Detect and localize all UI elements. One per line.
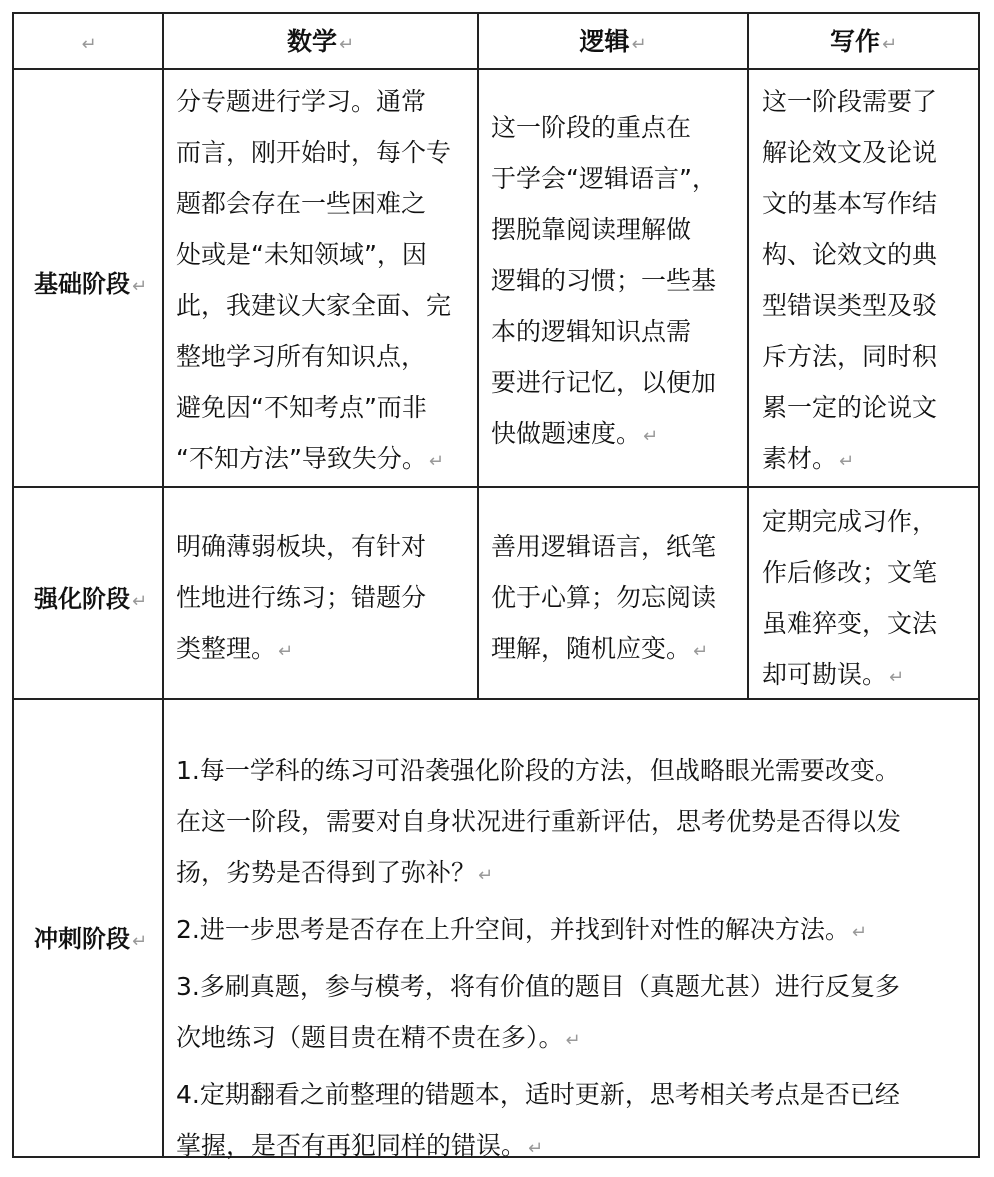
cell-intensive-math bbox=[176, 521, 426, 674]
stage-text: 强化阶段 bbox=[34, 585, 130, 613]
text-line-content: 本的逻辑知识点需 bbox=[491, 317, 692, 346]
text-line bbox=[491, 255, 717, 306]
sprint-item bbox=[176, 961, 901, 1063]
text-line-content: 却可勘误。 bbox=[762, 660, 888, 689]
text-line bbox=[762, 229, 937, 280]
stage-label-intensive bbox=[34, 579, 147, 614]
text-line bbox=[762, 331, 937, 382]
text-line-content: 虽难猝变，文法 bbox=[762, 609, 938, 638]
text-line-content: 摆脱靠阅读理解做 bbox=[491, 215, 692, 244]
text-line bbox=[762, 598, 937, 649]
header-empty-cell bbox=[14, 14, 162, 68]
paragraph-mark: ↵ bbox=[693, 641, 709, 662]
cell-intensive-writing bbox=[762, 496, 937, 700]
text-line bbox=[762, 547, 937, 598]
text-line bbox=[491, 623, 716, 674]
text-line bbox=[762, 382, 937, 433]
header-writing-label: 写作 bbox=[829, 27, 880, 56]
text-line-content: 要进行记忆，以便加 bbox=[491, 368, 717, 397]
text-line-content: 优于心算；勿忘阅读 bbox=[491, 583, 717, 612]
text-line-content: 分专题进行学习。通常 bbox=[176, 87, 427, 116]
text-line-content: 快做题速度。 bbox=[491, 419, 642, 448]
text-line-content: 4.定期翻看之前整理的错题本，适时更新，思考相关考点是否已经 bbox=[176, 1080, 900, 1109]
text-line-content: 扬，劣势是否得到了弥补？ bbox=[176, 858, 477, 887]
text-line-content: 文的基本写作结 bbox=[762, 189, 938, 218]
text-line-content: 1.每一学科的练习可沿袭强化阶段的方法，但战略眼光需要改变。 bbox=[176, 756, 900, 785]
paragraph-mark: ↵ bbox=[643, 426, 659, 447]
paragraph-mark: ↵ bbox=[889, 667, 905, 688]
text-line-content: 题都会存在一些困难之 bbox=[176, 189, 427, 218]
text-line bbox=[176, 331, 451, 382]
study-plan-table bbox=[12, 12, 980, 1158]
sprint-item bbox=[176, 1069, 901, 1171]
stage-label-sprint bbox=[34, 919, 147, 954]
text-line-content: 此，我建议大家全面、完 bbox=[176, 291, 452, 320]
paragraph-mark: ↵ bbox=[851, 922, 867, 943]
text-line-content: 理解，随机应变。 bbox=[491, 634, 692, 663]
text-line bbox=[762, 496, 937, 547]
header-logic bbox=[479, 14, 747, 73]
text-line-content: 明确薄弱板块，有针对 bbox=[176, 532, 427, 561]
paragraph-mark: ↵ bbox=[81, 34, 97, 55]
text-line bbox=[491, 102, 717, 153]
text-line bbox=[491, 408, 717, 459]
paragraph-mark: ↵ bbox=[338, 34, 355, 55]
text-line bbox=[176, 745, 901, 796]
text-line bbox=[176, 961, 901, 1012]
text-line bbox=[176, 178, 451, 229]
paragraph-mark: ↵ bbox=[278, 641, 294, 662]
cell-foundation-writing bbox=[762, 76, 937, 484]
text-line bbox=[762, 280, 937, 331]
text-line-content: 定期完成习作， bbox=[762, 507, 938, 536]
cell-foundation-logic bbox=[491, 102, 717, 459]
text-line-content: 素材。 bbox=[762, 444, 838, 473]
text-line bbox=[176, 796, 901, 847]
text-line bbox=[762, 433, 937, 484]
text-line bbox=[176, 904, 901, 955]
text-line-content: 作后修改；文笔 bbox=[762, 558, 938, 587]
cell-intensive-logic bbox=[491, 521, 716, 674]
paragraph-mark: ↵ bbox=[132, 591, 148, 612]
text-line-content: 解论效文及论说 bbox=[762, 138, 938, 167]
text-line-content: 斥方法，同时积 bbox=[762, 342, 938, 371]
paragraph-mark: ↵ bbox=[428, 451, 444, 472]
text-line-content: 避免因“不知考点”而非 bbox=[176, 393, 427, 422]
text-line-content: 3.多刷真题，参与模考，将有价值的题目（真题尤甚）进行反复多 bbox=[176, 972, 900, 1001]
text-line-content: 善用逻辑语言，纸笔 bbox=[491, 532, 717, 561]
text-line-content: 性地进行练习；错题分 bbox=[176, 583, 427, 612]
text-line bbox=[176, 127, 451, 178]
text-line bbox=[491, 521, 716, 572]
paragraph-mark: ↵ bbox=[478, 865, 494, 886]
stage-text: 基础阶段 bbox=[34, 270, 130, 298]
text-line-content: 而言，刚开始时，每个专 bbox=[176, 138, 452, 167]
cell-foundation-math bbox=[176, 76, 451, 484]
text-line-content: 类整理。 bbox=[176, 634, 277, 663]
text-line bbox=[176, 1120, 901, 1171]
header-logic-label: 逻辑 bbox=[579, 27, 630, 56]
text-line bbox=[491, 572, 716, 623]
text-line-content: 在这一阶段，需要对自身状况进行重新评估，思考优势是否得以发 bbox=[176, 807, 902, 836]
text-line bbox=[491, 306, 717, 357]
stage-text: 冲刺阶段 bbox=[34, 925, 130, 953]
text-line bbox=[176, 623, 426, 674]
paragraph-mark: ↵ bbox=[132, 276, 148, 297]
text-line bbox=[176, 76, 451, 127]
paragraph-mark: ↵ bbox=[528, 1138, 544, 1159]
text-line-content: 构、论效文的典 bbox=[762, 240, 938, 269]
text-line bbox=[176, 1069, 901, 1120]
text-line bbox=[491, 357, 717, 408]
header-math-label: 数学 bbox=[286, 27, 337, 56]
text-line-content: 2.进一步思考是否存在上升空间，并找到针对性的解决方法。 bbox=[176, 915, 850, 944]
text-line bbox=[176, 521, 426, 572]
text-line bbox=[762, 649, 937, 700]
paragraph-mark: ↵ bbox=[631, 34, 647, 55]
text-line bbox=[176, 382, 451, 433]
text-line-content: 逻辑的习惯；一些基 bbox=[491, 266, 717, 295]
text-line-content: 于学会“逻辑语言”， bbox=[491, 164, 717, 193]
text-line bbox=[176, 1012, 901, 1063]
header-writing bbox=[749, 14, 978, 73]
text-line-content: 掌握，是否有再犯同样的错误。 bbox=[176, 1131, 527, 1160]
sprint-item bbox=[176, 745, 901, 898]
text-line-content: “不知方法”导致失分。 bbox=[176, 444, 427, 473]
text-line bbox=[491, 204, 717, 255]
paragraph-mark: ↵ bbox=[839, 451, 855, 472]
text-line-content: 累一定的论说文 bbox=[762, 393, 938, 422]
text-line-content: 这一阶段需要了 bbox=[762, 87, 938, 116]
stage-label-foundation bbox=[34, 264, 147, 299]
text-line-content: 型错误类型及驳 bbox=[762, 291, 938, 320]
paragraph-mark: ↵ bbox=[132, 931, 148, 952]
paragraph-mark: ↵ bbox=[565, 1030, 581, 1051]
cell-sprint-items bbox=[176, 745, 901, 1177]
text-line bbox=[491, 153, 717, 204]
text-line bbox=[762, 178, 937, 229]
text-line bbox=[762, 127, 937, 178]
text-line bbox=[176, 847, 901, 898]
text-line bbox=[762, 76, 937, 127]
paragraph-mark: ↵ bbox=[881, 34, 898, 55]
text-line bbox=[176, 280, 451, 331]
text-line bbox=[176, 433, 451, 484]
text-line-content: 次地练习（题目贵在精不贵在多）。 bbox=[176, 1023, 564, 1052]
header-math bbox=[164, 14, 477, 73]
text-line bbox=[176, 229, 451, 280]
text-line-content: 整地学习所有知识点， bbox=[176, 342, 427, 371]
text-line-content: 处或是“未知领域”，因 bbox=[176, 240, 427, 269]
text-line-content: 这一阶段的重点在 bbox=[491, 113, 692, 142]
text-line bbox=[176, 572, 426, 623]
sprint-item bbox=[176, 904, 901, 955]
